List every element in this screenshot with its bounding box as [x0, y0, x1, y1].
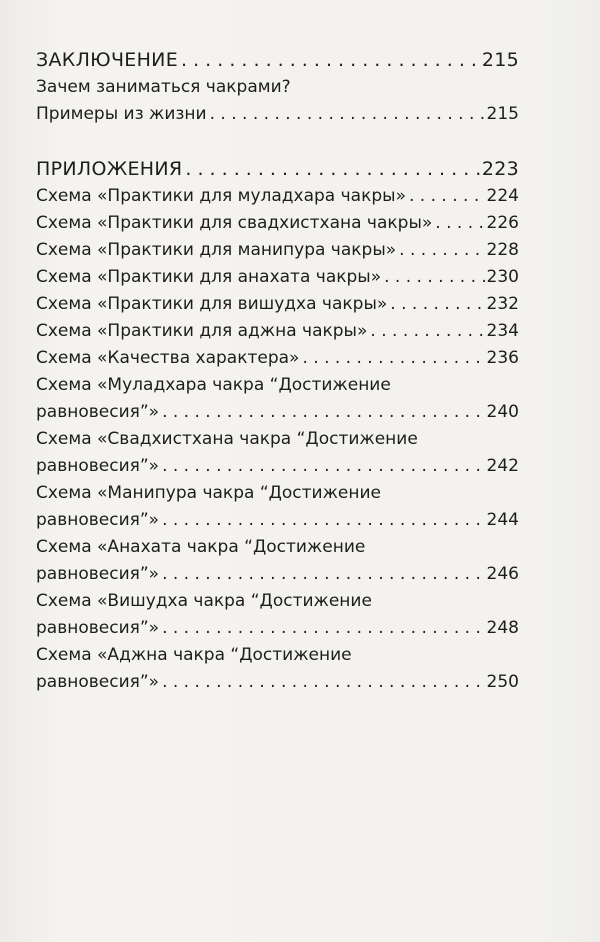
toc-section-heading[interactable]: [36, 156, 519, 183]
toc-page-number: 224: [486, 186, 519, 206]
toc-entry-title-line1: Схема «Анахата чакра “Достижение: [36, 537, 366, 557]
toc-entry[interactable]: [36, 534, 519, 588]
toc-entry-title-line1: Схема «Вишудха чакра “Достижение: [36, 591, 372, 611]
toc-entry-row: [36, 210, 519, 237]
toc-entry-title: равновесия”»: [36, 564, 160, 584]
toc-page-number: 232: [486, 294, 519, 314]
toc-entry-row: [36, 101, 519, 128]
toc-entry-title: равновесия”»: [36, 672, 160, 692]
dot-leader: [432, 210, 484, 237]
toc-section-heading[interactable]: [36, 47, 519, 74]
dot-leader: [159, 561, 484, 588]
toc-entry-title: равновесия”»: [36, 402, 160, 422]
dot-leader: [406, 183, 485, 210]
toc-section: [36, 47, 519, 128]
toc-page-number: 240: [486, 402, 519, 422]
toc-entry[interactable]: [36, 372, 519, 426]
toc-page-number: 248: [486, 618, 519, 638]
toc-page-number: 226: [486, 213, 519, 233]
toc-entry-title: Примеры из жизни: [36, 104, 207, 124]
dot-leader: [159, 507, 484, 534]
toc-entry[interactable]: [36, 426, 519, 480]
toc-entry[interactable]: [36, 183, 519, 210]
dot-leader: [207, 101, 485, 128]
toc-entry-row: [36, 156, 519, 183]
toc-entry[interactable]: [36, 210, 519, 237]
toc-entry-title-line1: Схема «Свадхистхана чакра “Достижение: [36, 429, 418, 449]
toc-entry-title: равновесия”»: [36, 456, 160, 476]
toc-entry[interactable]: [36, 264, 519, 291]
dot-leader: [299, 345, 484, 372]
toc-entry-title-line1: Схема «Аджна чакра “Достижение: [36, 645, 352, 665]
toc-entry-row: [36, 399, 519, 426]
toc-entry-row: [36, 453, 519, 480]
toc-entry[interactable]: [36, 588, 519, 642]
toc-entry[interactable]: [36, 101, 519, 128]
toc-entry-title: Схема «Практики для вишудха чакры»: [36, 294, 388, 314]
toc-entry[interactable]: [36, 318, 519, 345]
table-of-contents: [36, 47, 519, 696]
toc-entry-row: [36, 561, 519, 588]
dot-leader: [387, 291, 484, 318]
toc-entry-title: Схема «Практики для муладхара чакры»: [36, 186, 406, 206]
toc-page-number: 242: [486, 456, 519, 476]
toc-entry-title: Схема «Практики для свадхистхана чакры»: [36, 213, 433, 233]
dot-leader: [182, 156, 479, 183]
toc-entry-title-line1: Схема «Муладхара чакра “Достижение: [36, 375, 391, 395]
toc-entry-row: [36, 345, 519, 372]
toc-entry[interactable]: [36, 642, 519, 696]
dot-leader: [396, 237, 484, 264]
toc-entry[interactable]: [36, 345, 519, 372]
toc-page-number: 250: [486, 672, 519, 692]
toc-entry-title: Зачем заниматься чакрами?: [36, 77, 291, 97]
toc-page-number: 215: [481, 49, 519, 71]
toc-entry-title: равновесия”»: [36, 618, 160, 638]
toc-entry-row: [36, 507, 519, 534]
toc-entry-title: Схема «Практики для манипура чакры»: [36, 240, 397, 260]
toc-entry-row: [36, 291, 519, 318]
toc-entry[interactable]: [36, 74, 519, 101]
dot-leader: [367, 318, 484, 345]
toc-entry-row: [36, 318, 519, 345]
toc-section: [36, 156, 519, 696]
toc-page-number: 236: [486, 348, 519, 368]
toc-entry-title: Схема «Практики для аджна чакры»: [36, 321, 368, 341]
toc-page-number: 228: [486, 240, 519, 260]
toc-entry[interactable]: [36, 480, 519, 534]
toc-entry-row: [36, 237, 519, 264]
dot-leader: [159, 453, 484, 480]
dot-leader: [159, 669, 484, 696]
toc-page-number: 234: [486, 321, 519, 341]
dot-leader: [178, 47, 480, 74]
toc-page-number: 223: [481, 158, 519, 180]
dot-leader: [381, 264, 484, 291]
toc-entry-row: [36, 47, 519, 74]
toc-page-number: 244: [486, 510, 519, 530]
toc-entry-title: ЗАКЛЮЧЕНИЕ: [36, 49, 179, 71]
toc-entry-row: [36, 669, 519, 696]
toc-entry-row: [36, 264, 519, 291]
toc-entry[interactable]: [36, 237, 519, 264]
toc-entry-title: ПРИЛОЖЕНИЯ: [36, 158, 183, 180]
dot-leader: [159, 399, 484, 426]
toc-entry-title: Схема «Качества характера»: [36, 348, 300, 368]
toc-entry-row: [36, 183, 519, 210]
toc-page-number: 215: [486, 104, 519, 124]
toc-entry-title-line1: Схема «Манипура чакра “Достижение: [36, 483, 381, 503]
dot-leader: [159, 615, 484, 642]
toc-entry-row: [36, 615, 519, 642]
toc-page-number: 246: [486, 564, 519, 584]
toc-entry-title: Схема «Практики для анахата чакры»: [36, 267, 382, 287]
toc-entry-title: равновесия”»: [36, 510, 160, 530]
toc-page-number: 230: [486, 267, 519, 287]
toc-entry[interactable]: [36, 291, 519, 318]
